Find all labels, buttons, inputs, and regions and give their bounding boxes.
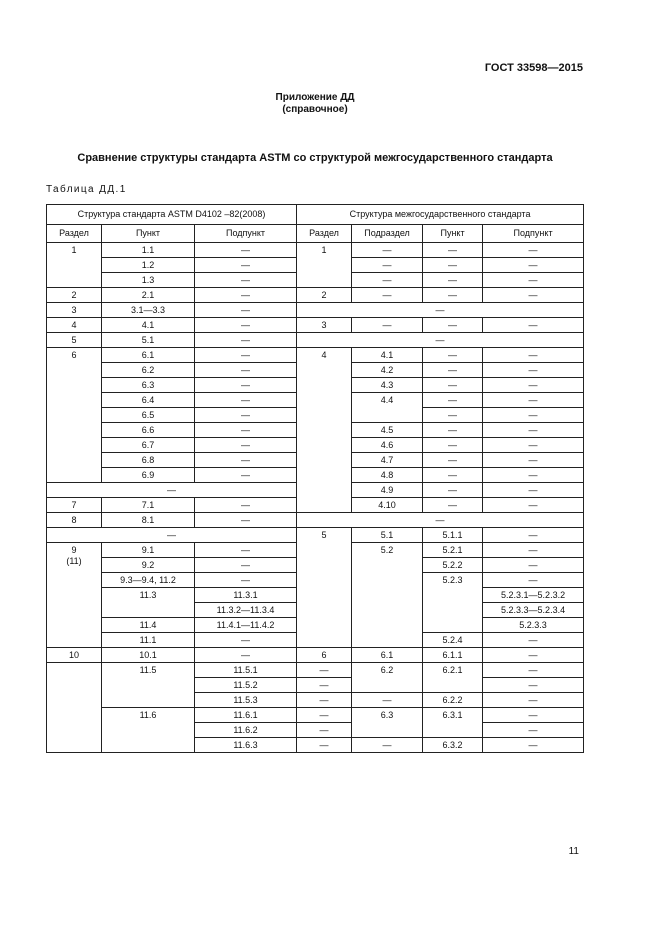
table-cell: — xyxy=(483,738,584,753)
table-cell: — xyxy=(352,288,423,303)
table-cell: — xyxy=(297,738,352,753)
table-cell: 4.4 xyxy=(352,393,423,423)
table-cell: — xyxy=(483,438,584,453)
table-cell: 7.1 xyxy=(102,498,195,513)
table-cell: 4.3 xyxy=(352,378,423,393)
table-cell: — xyxy=(195,633,297,648)
table-cell: — xyxy=(483,423,584,438)
table-cell: 6.3.2 xyxy=(423,738,483,753)
table-cell: 6.7 xyxy=(102,438,195,453)
table-cell: — xyxy=(483,483,584,498)
table-cell: — xyxy=(483,633,584,648)
table-cell: — xyxy=(483,708,584,723)
table-cell: — xyxy=(483,243,584,258)
table-cell: 4 xyxy=(47,318,102,333)
table-group-header-row xyxy=(47,205,584,225)
table-cell: 11.3.1 xyxy=(195,588,297,603)
table-row xyxy=(47,708,584,723)
table-cell: — xyxy=(423,453,483,468)
table-cell: 9.3—9.4, 11.2 xyxy=(102,573,195,588)
table-cell xyxy=(47,663,102,753)
table-cell: — xyxy=(483,348,584,363)
table-cell: 6.2.1 xyxy=(423,663,483,693)
table-cell: 5.2.3.3—5.2.3.4 xyxy=(483,603,584,618)
table-cell: — xyxy=(352,273,423,288)
table-cell: — xyxy=(297,303,584,318)
table-cell: 4.7 xyxy=(352,453,423,468)
appendix-heading xyxy=(0,92,630,116)
table-cell: — xyxy=(352,693,423,708)
table-cell: 5.2 xyxy=(352,543,423,648)
table-cell: 11.1 xyxy=(102,633,195,648)
table-cell: 2 xyxy=(47,288,102,303)
appendix-title: Приложение ДД xyxy=(275,92,355,103)
table-cell: — xyxy=(483,693,584,708)
table-cell: 8 xyxy=(47,513,102,528)
table-cell: — xyxy=(483,528,584,543)
table-cell: — xyxy=(47,483,297,498)
table-cell: — xyxy=(483,543,584,558)
table-cell: 1.1 xyxy=(102,243,195,258)
table-cell: 6.9 xyxy=(102,468,195,483)
table-cell: — xyxy=(47,528,297,543)
table-cell: — xyxy=(195,348,297,363)
table-cell: 9.2 xyxy=(102,558,195,573)
standard-number: ГОСТ 33598—2015 xyxy=(484,62,583,74)
table-cell: — xyxy=(483,573,584,588)
table-cell: — xyxy=(297,693,352,708)
table-cell: — xyxy=(423,318,483,333)
table-cell: — xyxy=(483,363,584,378)
table-cell: — xyxy=(483,258,584,273)
table-cell: 4.5 xyxy=(352,423,423,438)
table-row xyxy=(47,663,584,678)
appendix-subtitle: (справочное) xyxy=(282,104,348,115)
table-cell: — xyxy=(483,723,584,738)
table-cell: — xyxy=(423,438,483,453)
table-cell: 9.1 xyxy=(102,543,195,558)
table-cell xyxy=(47,543,102,648)
table-cell: — xyxy=(195,468,297,483)
table-cell: — xyxy=(423,348,483,363)
table-cell: 6.5 xyxy=(102,408,195,423)
table-cell: — xyxy=(195,648,297,663)
table-cell: 6.3 xyxy=(102,378,195,393)
table-cell: 6.2 xyxy=(102,363,195,378)
table-caption: Таблица ДД.1 xyxy=(46,184,127,195)
table-cell: 4.2 xyxy=(352,363,423,378)
table-cell: — xyxy=(483,453,584,468)
table-cell: — xyxy=(297,333,584,348)
table-cell: — xyxy=(352,738,423,753)
table-cell: 3 xyxy=(297,318,352,333)
section-9-label: 9 xyxy=(71,545,77,555)
table-cell: — xyxy=(195,243,297,258)
table-cell: — xyxy=(483,378,584,393)
table-cell: — xyxy=(423,273,483,288)
table-cell: 11.3.2—11.3.4 xyxy=(195,603,297,618)
table-cell: — xyxy=(483,393,584,408)
table-cell: 6.8 xyxy=(102,453,195,468)
table-cell: 5.2.4 xyxy=(423,633,483,648)
table-cell: 11.3 xyxy=(102,588,195,618)
table-cell: — xyxy=(423,363,483,378)
table-cell: 10.1 xyxy=(102,648,195,663)
table-cell: 5.2.3.1—5.2.3.2 xyxy=(483,588,584,603)
column-header: Пункт xyxy=(423,225,483,243)
table-row xyxy=(47,333,584,348)
table-row xyxy=(47,348,584,363)
table-row xyxy=(47,528,584,543)
table-cell: 11.5.2 xyxy=(195,678,297,693)
table-cell: — xyxy=(483,663,584,678)
column-header: Подпункт xyxy=(195,225,297,243)
table-cell: — xyxy=(297,513,584,528)
table-cell: — xyxy=(423,483,483,498)
table-cell: 7 xyxy=(47,498,102,513)
column-header: Раздел xyxy=(47,225,102,243)
group-header-interstate: Структура межгосударственного стандарта xyxy=(297,205,584,225)
table-cell: 11.6.3 xyxy=(195,738,297,753)
table-cell: 4.8 xyxy=(352,468,423,483)
column-header: Пункт xyxy=(102,225,195,243)
table-cell: 6.1.1 xyxy=(423,648,483,663)
table-cell: 5.1.1 xyxy=(423,528,483,543)
table-cell: — xyxy=(423,393,483,408)
table-cell: 4.1 xyxy=(102,318,195,333)
table-cell: — xyxy=(483,648,584,663)
column-header: Подраздел xyxy=(352,225,423,243)
table-cell: — xyxy=(195,363,297,378)
table-cell: — xyxy=(195,453,297,468)
table-cell: — xyxy=(195,543,297,558)
table-cell: — xyxy=(352,318,423,333)
table-cell: — xyxy=(297,708,352,723)
table-row xyxy=(47,243,584,258)
table-cell: — xyxy=(483,288,584,303)
document-title: Сравнение структуры стандарта ASTM со структурой межгосударственного стандарта xyxy=(77,152,553,164)
table-cell: — xyxy=(483,678,584,693)
table-cell: — xyxy=(483,318,584,333)
table-cell: 5.2.2 xyxy=(423,558,483,573)
table-row xyxy=(47,318,584,333)
table-cell: — xyxy=(483,408,584,423)
table-cell: — xyxy=(195,513,297,528)
table-cell: 4 xyxy=(297,348,352,513)
table-cell: — xyxy=(195,438,297,453)
table-cell: 6.2 xyxy=(352,663,423,693)
table-cell: 5 xyxy=(47,333,102,348)
table-cell: — xyxy=(195,258,297,273)
table-cell: — xyxy=(423,468,483,483)
table-cell: 11.4.1—11.4.2 xyxy=(195,618,297,633)
column-header: Подпункт xyxy=(483,225,584,243)
table-cell: — xyxy=(423,378,483,393)
table-cell: 6.6 xyxy=(102,423,195,438)
table-cell: 11.6.1 xyxy=(195,708,297,723)
table-cell: — xyxy=(423,498,483,513)
table-cell: — xyxy=(423,243,483,258)
table-cell: — xyxy=(195,573,297,588)
table-row xyxy=(47,303,584,318)
table-cell: — xyxy=(195,333,297,348)
table-cell: 6 xyxy=(297,648,352,663)
table-row xyxy=(47,648,584,663)
table-cell: — xyxy=(423,423,483,438)
table-cell: 6 xyxy=(47,348,102,483)
table-cell: 4.1 xyxy=(352,348,423,363)
table-cell: 3 xyxy=(47,303,102,318)
table-cell: 1 xyxy=(297,243,352,288)
table-cell: — xyxy=(195,318,297,333)
table-cell: — xyxy=(352,243,423,258)
table-cell: 11.5.1 xyxy=(195,663,297,678)
table-cell: — xyxy=(195,303,297,318)
table-cell: 4.10 xyxy=(352,498,423,513)
table-cell: 6.4 xyxy=(102,393,195,408)
table-cell: 2.1 xyxy=(102,288,195,303)
table-cell: — xyxy=(297,663,352,678)
table-cell: 6.1 xyxy=(102,348,195,363)
table-row xyxy=(47,288,584,303)
table-cell: 1 xyxy=(47,243,102,288)
comparison-table xyxy=(46,204,584,753)
table-cell: 11.6.2 xyxy=(195,723,297,738)
table-cell: 2 xyxy=(297,288,352,303)
table-cell: — xyxy=(195,288,297,303)
table-cell: — xyxy=(195,558,297,573)
table-cell: — xyxy=(352,258,423,273)
table-column-header-row xyxy=(47,225,584,243)
table-cell: 4.6 xyxy=(352,438,423,453)
table-cell: 6.3.1 xyxy=(423,708,483,738)
table-cell: — xyxy=(195,378,297,393)
table-cell: 1.3 xyxy=(102,273,195,288)
table-cell: 11.5 xyxy=(102,663,195,708)
table-cell: 5 xyxy=(297,528,352,648)
table-cell: 11.6 xyxy=(102,708,195,753)
table-cell: 5.1 xyxy=(102,333,195,348)
table-cell: — xyxy=(297,678,352,693)
table-cell: 6.2.2 xyxy=(423,693,483,708)
table-cell: — xyxy=(483,273,584,288)
table-cell: — xyxy=(195,423,297,438)
table-cell: 5.2.1 xyxy=(423,543,483,558)
table-cell: — xyxy=(195,393,297,408)
table-cell: 1.2 xyxy=(102,258,195,273)
table-row xyxy=(47,513,584,528)
section-9-ref: (11) xyxy=(66,556,82,566)
table-cell: 11.4 xyxy=(102,618,195,633)
table-cell: — xyxy=(483,498,584,513)
table-cell: 6.3 xyxy=(352,708,423,738)
table-cell: 10 xyxy=(47,648,102,663)
table-cell: 5.2.3 xyxy=(423,573,483,633)
table-cell: — xyxy=(483,468,584,483)
table-cell: — xyxy=(297,723,352,738)
table-cell: 5.2.3.3 xyxy=(483,618,584,633)
table-cell: 3.1—3.3 xyxy=(102,303,195,318)
table-cell: 8.1 xyxy=(102,513,195,528)
table-cell: — xyxy=(195,408,297,423)
table-cell: 6.1 xyxy=(352,648,423,663)
table-cell: — xyxy=(423,258,483,273)
table-cell: — xyxy=(423,408,483,423)
table-cell: 4.9 xyxy=(352,483,423,498)
table-cell: — xyxy=(483,558,584,573)
group-header-astm: Структура стандарта ASTM D4102 –82(2008) xyxy=(47,205,297,225)
column-header: Раздел xyxy=(297,225,352,243)
table-cell: 5.1 xyxy=(352,528,423,543)
table-cell: — xyxy=(423,288,483,303)
page-number: 11 xyxy=(568,846,579,857)
table-cell: 11.5.3 xyxy=(195,693,297,708)
table-cell: — xyxy=(195,273,297,288)
table-cell: — xyxy=(195,498,297,513)
